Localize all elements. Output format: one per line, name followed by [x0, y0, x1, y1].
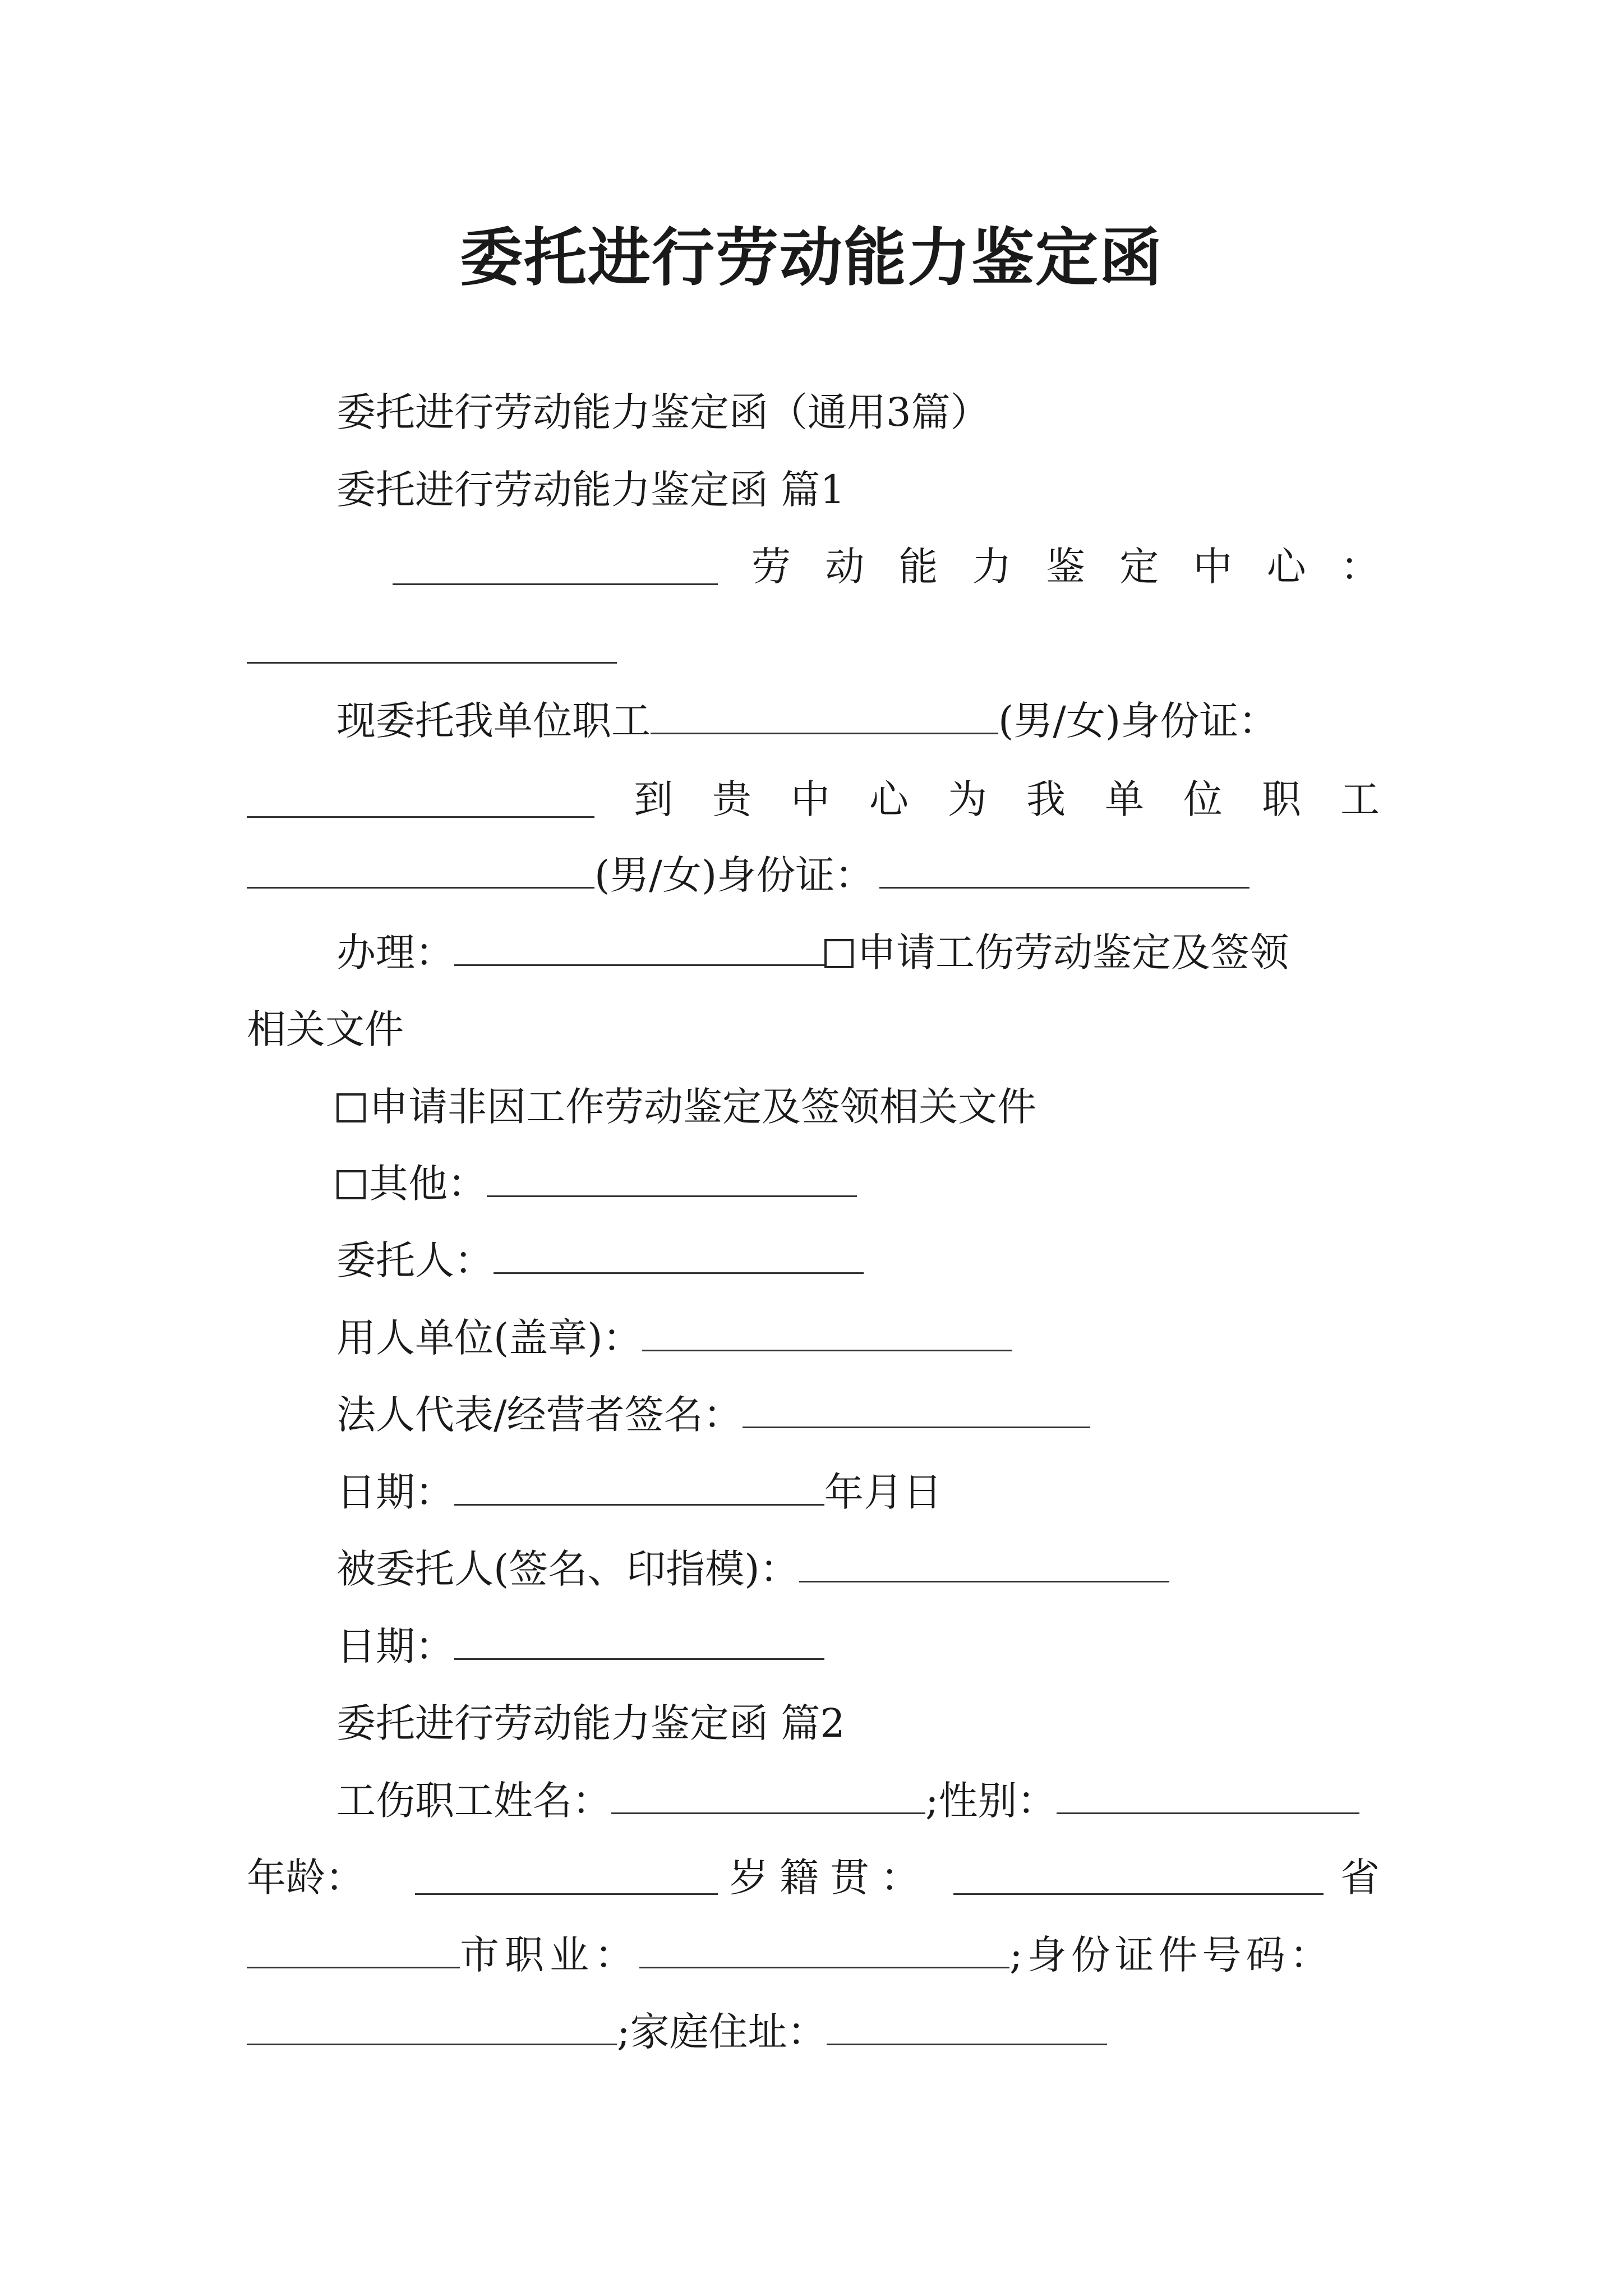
date1-blank[interactable] [454, 1504, 824, 1506]
to-center-row: 到 贵 中 心 为 我 单 位 职 工 [634, 776, 1380, 822]
id2-blank[interactable] [879, 887, 1249, 889]
city-blank[interactable] [247, 1967, 460, 1968]
entruster-blank[interactable] [494, 1272, 864, 1274]
trustee-line: 被委托人(签名、印指模)： [336, 1549, 1169, 1589]
handle-line: 办理： 申请工伤劳动鉴定及签领 [336, 930, 1289, 976]
entruster-line: 委托人： [336, 1241, 864, 1280]
city-job-line: 市职业： ;身份证件号码： [247, 1935, 1334, 1975]
legal-rep-blank[interactable] [743, 1427, 1090, 1428]
origin-blank[interactable] [953, 1893, 1324, 1895]
address-line: ;家庭住址： [247, 2012, 1107, 2051]
handle-blank[interactable] [454, 964, 824, 966]
age-blank[interactable] [415, 1893, 718, 1895]
employer-blank[interactable] [642, 1350, 1012, 1351]
age-label: 年 龄 ： [247, 1855, 365, 1901]
trustee-blank[interactable] [799, 1581, 1169, 1582]
section1-heading: 委托进行劳动能力鉴定函 篇1 [336, 467, 845, 513]
option2-checkbox[interactable] [336, 1093, 366, 1122]
date1-line: 日期： 年月日 [336, 1469, 942, 1515]
job-blank[interactable] [639, 1967, 1009, 1968]
gender-blank[interactable] [1057, 1812, 1359, 1814]
worker-name-blank[interactable] [611, 1812, 925, 1814]
option3-checkbox[interactable] [336, 1170, 366, 1199]
addressee-row: 劳 动 能 力 鉴 定 中 心 ： [751, 544, 1380, 590]
option1-checkbox[interactable] [824, 939, 854, 968]
id1-blank[interactable] [247, 816, 594, 818]
legal-rep-line: 法人代表/经营者签名： [336, 1395, 1090, 1434]
subtitle: 委托进行劳动能力鉴定函（通用3篇） [336, 389, 990, 435]
employer-line: 用人单位(盖章)： [336, 1318, 1012, 1358]
worker2-name-blank[interactable] [247, 887, 594, 889]
worker1-name-blank[interactable] [651, 733, 998, 734]
option3-line: 其他： [336, 1164, 857, 1203]
id-number-blank[interactable] [247, 2044, 617, 2045]
worker-name-line: 工伤职工姓名： ;性别： [336, 1781, 1359, 1820]
other-blank[interactable] [487, 1195, 857, 1197]
date2-line: 日期： [336, 1627, 824, 1666]
addressee-second-blank[interactable] [247, 662, 617, 664]
option1-continued: 相关文件 [247, 1006, 404, 1052]
province-label: 省 [1340, 1855, 1380, 1901]
document-title: 委托进行劳动能力鉴定函 [460, 221, 1163, 295]
worker2-line: (男/女)身份证： [247, 855, 1249, 895]
center-name-blank[interactable] [393, 583, 718, 585]
address-blank[interactable] [827, 2044, 1107, 2045]
option2-line: 申请非因工作劳动鉴定及签领相关文件 [336, 1087, 1036, 1126]
date2-blank[interactable] [454, 1658, 824, 1660]
sui-origin-label: 岁 籍 贯 ： [729, 1855, 920, 1901]
entrust-line: 现委托我单位职工 (男/女)身份证： [336, 698, 1278, 744]
section2-heading: 委托进行劳动能力鉴定函 篇2 [336, 1700, 845, 1746]
